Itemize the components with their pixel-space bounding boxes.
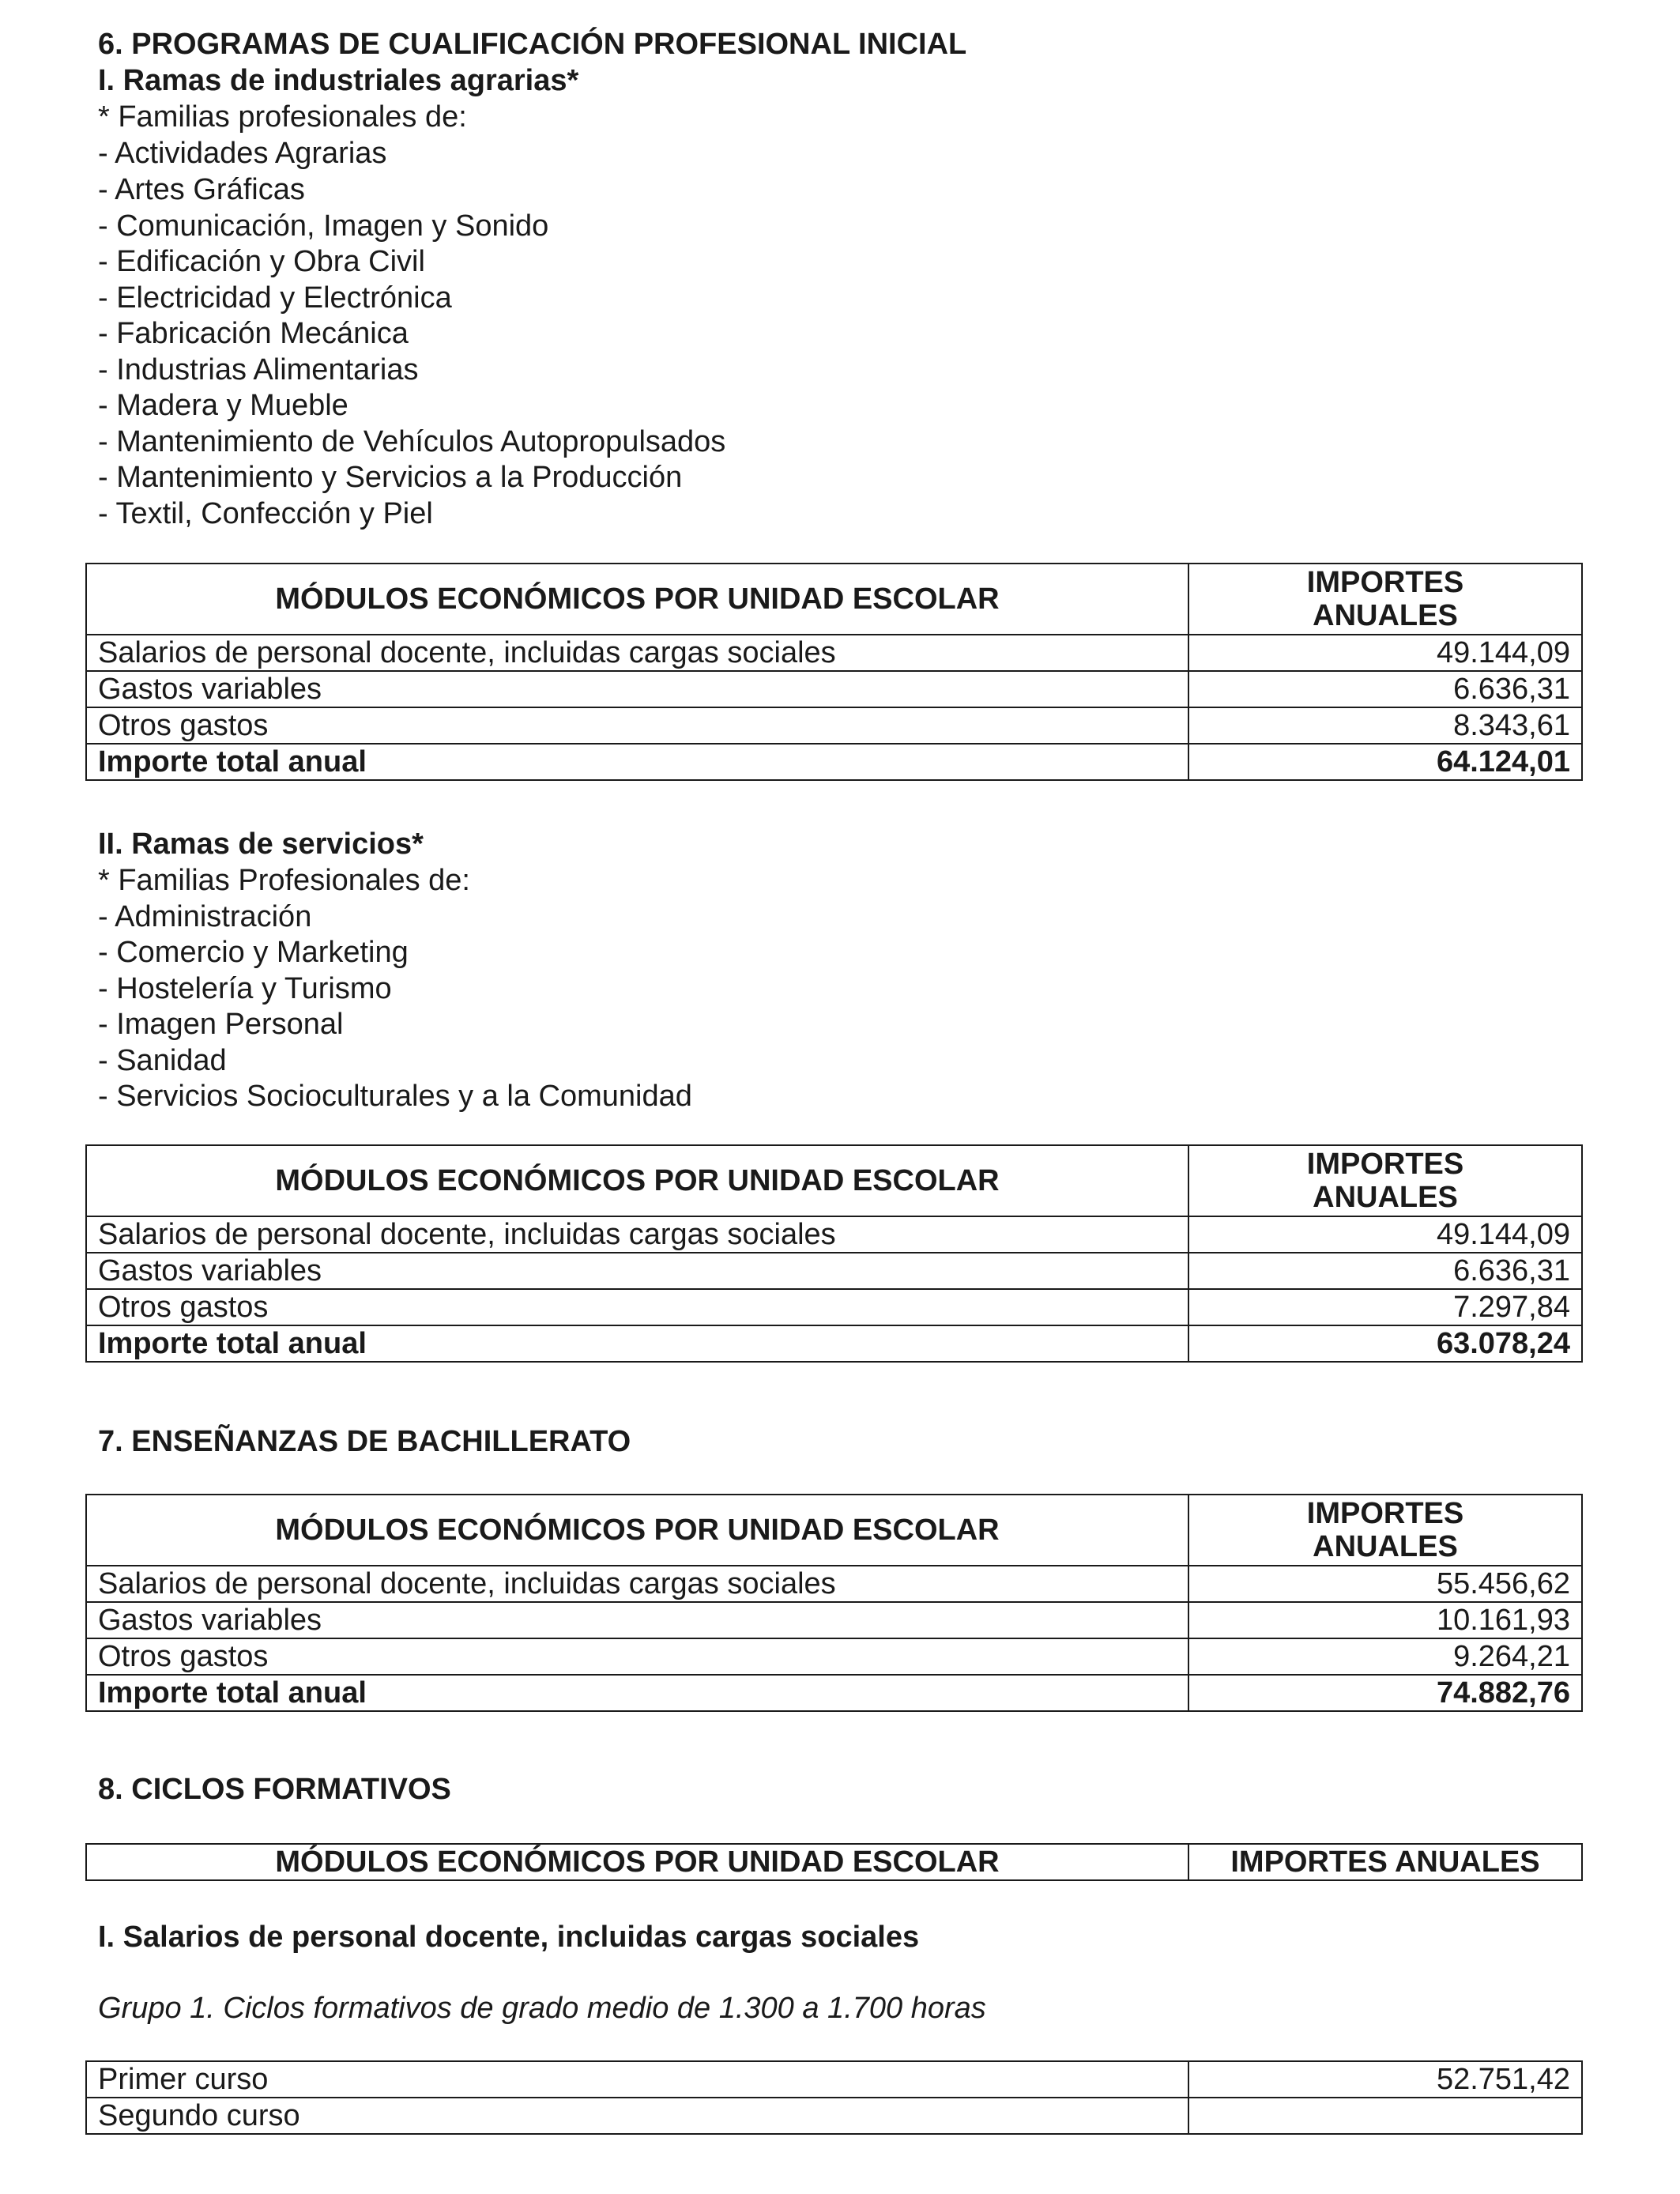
family-item: - Administración bbox=[98, 900, 312, 933]
family-item: - Madera y Mueble bbox=[98, 389, 348, 422]
family-item: - Edificación y Obra Civil bbox=[98, 245, 425, 278]
table-row bbox=[86, 1253, 1582, 1289]
row-value: 6.636,31 bbox=[1188, 1253, 1582, 1289]
table-row bbox=[86, 2098, 1582, 2134]
total-value: 63.078,24 bbox=[1188, 1325, 1582, 1362]
family-item: - Industrias Alimentarias bbox=[98, 353, 419, 386]
subsection-title: I. Salarios de personal docente, incluidas cargas sociales bbox=[98, 1921, 920, 1954]
family-item: - Electricidad y Electrónica bbox=[98, 281, 452, 315]
total-value: 64.124,01 bbox=[1188, 744, 1582, 780]
family-item: - Textil, Confección y Piel bbox=[98, 497, 433, 530]
row-label: Primer curso bbox=[86, 2061, 1188, 2098]
table-row bbox=[86, 635, 1582, 671]
table-row bbox=[86, 1602, 1582, 1638]
table-row bbox=[86, 1566, 1582, 1602]
branch-1-table bbox=[85, 563, 1583, 781]
branch-2-table bbox=[85, 1144, 1583, 1363]
branch-1-families-intro: * Familias profesionales de: bbox=[98, 100, 467, 134]
branch-1-title: I. Ramas de industriales agrarias* bbox=[98, 64, 579, 97]
row-label: Salarios de personal docente, incluidas cargas sociales bbox=[86, 1566, 1188, 1602]
row-value: 8.343,61 bbox=[1188, 707, 1582, 744]
row-value: 6.636,31 bbox=[1188, 671, 1582, 707]
table-total-row bbox=[86, 1675, 1582, 1711]
family-item: - Servicios Socioculturales y a la Comunidad bbox=[98, 1080, 692, 1113]
row-value: 52.751,42 bbox=[1188, 2061, 1582, 2098]
total-label: Importe total anual bbox=[86, 744, 1188, 780]
table-row bbox=[86, 1638, 1582, 1675]
header-modules: MÓDULOS ECONÓMICOS POR UNIDAD ESCOLAR bbox=[86, 564, 1188, 635]
row-value: 7.297,84 bbox=[1188, 1289, 1582, 1325]
branch-2-title: II. Ramas de servicios* bbox=[98, 827, 424, 861]
family-item: - Mantenimiento y Servicios a la Producción bbox=[98, 461, 683, 494]
row-label: Salarios de personal docente, incluidas cargas sociales bbox=[86, 1216, 1188, 1253]
table-header-row bbox=[86, 1844, 1582, 1880]
row-value: 10.161,93 bbox=[1188, 1602, 1582, 1638]
section-7-title: 7. ENSEÑANZAS DE BACHILLERATO bbox=[98, 1425, 631, 1458]
table-header-row bbox=[86, 1495, 1582, 1566]
group-1-table bbox=[85, 2060, 1583, 2135]
table-row bbox=[86, 1216, 1582, 1253]
total-value: 74.882,76 bbox=[1188, 1675, 1582, 1711]
table-header-row bbox=[86, 1145, 1582, 1216]
row-label: Otros gastos bbox=[86, 707, 1188, 744]
row-label: Segundo curso bbox=[86, 2098, 1188, 2134]
row-label: Otros gastos bbox=[86, 1289, 1188, 1325]
family-item: - Comercio y Marketing bbox=[98, 936, 409, 969]
row-label: Otros gastos bbox=[86, 1638, 1188, 1675]
family-item: - Sanidad bbox=[98, 1044, 227, 1077]
family-item: - Hostelería y Turismo bbox=[98, 972, 392, 1005]
header-amounts: IMPORTES ANUALES bbox=[1188, 1844, 1582, 1880]
table-row bbox=[86, 1289, 1582, 1325]
family-item: - Actividades Agrarias bbox=[98, 137, 387, 170]
row-label: Salarios de personal docente, incluidas cargas sociales bbox=[86, 635, 1188, 671]
table-row bbox=[86, 671, 1582, 707]
header-amounts: IMPORTES ANUALES bbox=[1188, 1145, 1582, 1216]
section-7-table bbox=[85, 1494, 1583, 1712]
table-row bbox=[86, 707, 1582, 744]
family-item: - Imagen Personal bbox=[98, 1008, 344, 1041]
row-label: Gastos variables bbox=[86, 1253, 1188, 1289]
table-header-row bbox=[86, 564, 1582, 635]
group-title: Grupo 1. Ciclos formativos de grado medio de 1.300 a 1.700 horas bbox=[98, 1992, 986, 2025]
table-total-row bbox=[86, 1325, 1582, 1362]
header-modules: MÓDULOS ECONÓMICOS POR UNIDAD ESCOLAR bbox=[86, 1495, 1188, 1566]
family-item: - Fabricación Mecánica bbox=[98, 317, 409, 350]
header-modules: MÓDULOS ECONÓMICOS POR UNIDAD ESCOLAR bbox=[86, 1145, 1188, 1216]
family-item: - Artes Gráficas bbox=[98, 173, 305, 206]
total-label: Importe total anual bbox=[86, 1675, 1188, 1711]
family-item: - Comunicación, Imagen y Sonido bbox=[98, 209, 549, 243]
total-label: Importe total anual bbox=[86, 1325, 1188, 1362]
section-8-title: 8. CICLOS FORMATIVOS bbox=[98, 1773, 451, 1806]
row-value bbox=[1188, 2098, 1582, 2134]
row-value: 49.144,09 bbox=[1188, 1216, 1582, 1253]
row-label: Gastos variables bbox=[86, 671, 1188, 707]
row-label: Gastos variables bbox=[86, 1602, 1188, 1638]
row-value: 55.456,62 bbox=[1188, 1566, 1582, 1602]
row-value: 49.144,09 bbox=[1188, 635, 1582, 671]
header-amounts: IMPORTES ANUALES bbox=[1188, 1495, 1582, 1566]
section-8-header-table bbox=[85, 1843, 1583, 1881]
branch-2-families-intro: * Familias Profesionales de: bbox=[98, 864, 470, 897]
section-6-title: 6. PROGRAMAS DE CUALIFICACIÓN PROFESIONAL INICIAL bbox=[98, 28, 967, 61]
header-amounts: IMPORTES ANUALES bbox=[1188, 564, 1582, 635]
family-item: - Mantenimiento de Vehículos Autopropulsados bbox=[98, 425, 726, 458]
header-modules: MÓDULOS ECONÓMICOS POR UNIDAD ESCOLAR bbox=[86, 1844, 1188, 1880]
table-total-row bbox=[86, 744, 1582, 780]
row-value: 9.264,21 bbox=[1188, 1638, 1582, 1675]
table-row bbox=[86, 2061, 1582, 2098]
